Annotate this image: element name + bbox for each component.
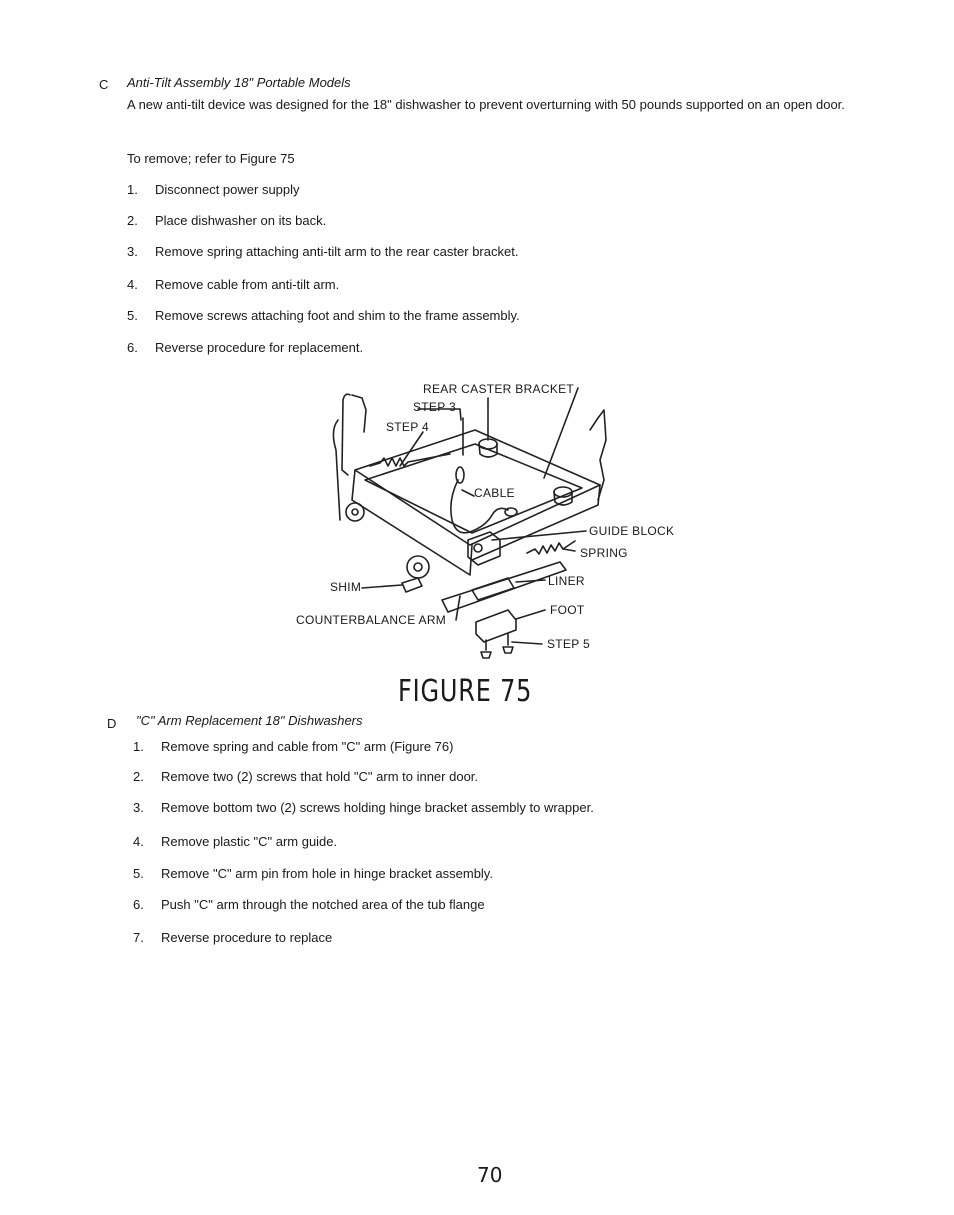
leader-shim xyxy=(362,585,402,588)
section-c-refer: To remove; refer to Figure 75 xyxy=(127,151,295,166)
step-number: 6. xyxy=(127,340,138,355)
step-text: Remove spring and cable from "C" arm (Figure 76) xyxy=(161,739,454,754)
left-caster-hub xyxy=(352,509,358,515)
section-d-step xyxy=(133,769,478,784)
label-liner: LINER xyxy=(548,574,585,588)
step-text: Remove cable from anti-tilt arm. xyxy=(155,277,340,292)
step-text: Push "C" arm through the notched area of the tub flange xyxy=(161,897,485,912)
step-text: Reverse procedure for replacement. xyxy=(155,340,364,355)
spring-loose xyxy=(527,541,575,554)
shim xyxy=(402,578,422,592)
leader-guide-block xyxy=(492,531,586,540)
cable-end xyxy=(505,508,517,516)
label-cable: CABLE xyxy=(474,486,515,500)
guide-block-hole xyxy=(474,544,482,552)
step-text: Place dishwasher on its back. xyxy=(155,213,327,228)
step-text: Disconnect power supply xyxy=(155,182,300,197)
step-number: 4. xyxy=(133,834,144,849)
frame-left-edge xyxy=(333,420,340,520)
label-step4: STEP 4 xyxy=(386,420,429,434)
label-guide-block: GUIDE BLOCK xyxy=(589,524,675,538)
label-spring: SPRING xyxy=(580,546,628,560)
step-text: Remove two (2) screws that hold "C" arm to inner door. xyxy=(161,769,479,784)
left-caster-wheel xyxy=(346,503,364,521)
cable-loop xyxy=(456,467,464,483)
section-d-title: "C" Arm Replacement 18" Dishwashers xyxy=(136,713,363,728)
step-number: 5. xyxy=(127,308,138,323)
frame-left-post-2 xyxy=(352,395,366,432)
label-step5: STEP 5 xyxy=(547,637,590,651)
section-c-intro: A new anti-tilt device was designed for the 18" dishwasher to prevent overturning with 50 pounds supported on an open door. xyxy=(127,97,845,112)
label-counterbalance-arm: COUNTERBALANCE ARM xyxy=(296,613,447,627)
spring-step4 xyxy=(370,454,450,466)
label-shim: SHIM xyxy=(330,580,362,594)
step-number: 3. xyxy=(133,800,144,815)
step-text: Remove screws attaching foot and shim to the frame assembly. xyxy=(155,308,520,323)
section-d-step xyxy=(133,739,453,754)
foot xyxy=(476,610,516,642)
section-d-step xyxy=(133,930,332,945)
leader-rear-caster xyxy=(544,388,578,478)
step-number: 2. xyxy=(127,213,138,228)
frame-left-post xyxy=(342,394,350,475)
step-number: 5. xyxy=(133,866,144,881)
figure-caption: FIGURE 75 xyxy=(398,674,533,709)
step-text: Remove plastic "C" arm guide. xyxy=(161,834,338,849)
step-number: 1. xyxy=(127,182,138,197)
section-c-title: Anti-Tilt Assembly 18" Portable Models xyxy=(127,75,351,90)
step-number: 4. xyxy=(127,277,138,292)
step-number: 6. xyxy=(133,897,144,912)
guide-block xyxy=(468,532,500,565)
leader-foot xyxy=(516,610,545,619)
section-d-step xyxy=(133,897,485,912)
step-text: Remove spring attaching anti-tilt arm to the rear caster bracket. xyxy=(155,244,519,259)
front-caster-hub xyxy=(414,563,422,571)
section-d-step xyxy=(133,834,337,849)
step-text: Remove bottom two (2) screws holding hinge bracket assembly to wrapper. xyxy=(161,800,594,815)
screw-right xyxy=(503,634,513,653)
label-foot: FOOT xyxy=(550,603,585,617)
step-number: 2. xyxy=(133,769,144,784)
leader-step5 xyxy=(512,642,542,644)
step-number: 7. xyxy=(133,930,144,945)
step-text: Remove "C" arm pin from hole in hinge bracket assembly. xyxy=(161,866,493,881)
step-number: 1. xyxy=(133,739,144,754)
leader-cable xyxy=(462,490,474,496)
front-caster-wheel xyxy=(407,556,429,578)
leader-spring xyxy=(563,549,575,551)
base-front-rail xyxy=(352,470,472,575)
label-step3: STEP 3 xyxy=(413,400,456,414)
label-rear-caster-bracket: REAR CASTER BRACKET xyxy=(423,382,575,396)
page-number: 70 xyxy=(477,1163,503,1187)
section-c-letter: C xyxy=(99,77,109,92)
section-d-step xyxy=(133,866,493,881)
section-d-step xyxy=(133,800,594,815)
leader-liner xyxy=(516,580,545,582)
step-number: 3. xyxy=(127,244,138,259)
section-d-letter: D xyxy=(107,716,117,731)
screw-left xyxy=(481,640,491,658)
step-text: Reverse procedure to replace xyxy=(161,930,333,945)
